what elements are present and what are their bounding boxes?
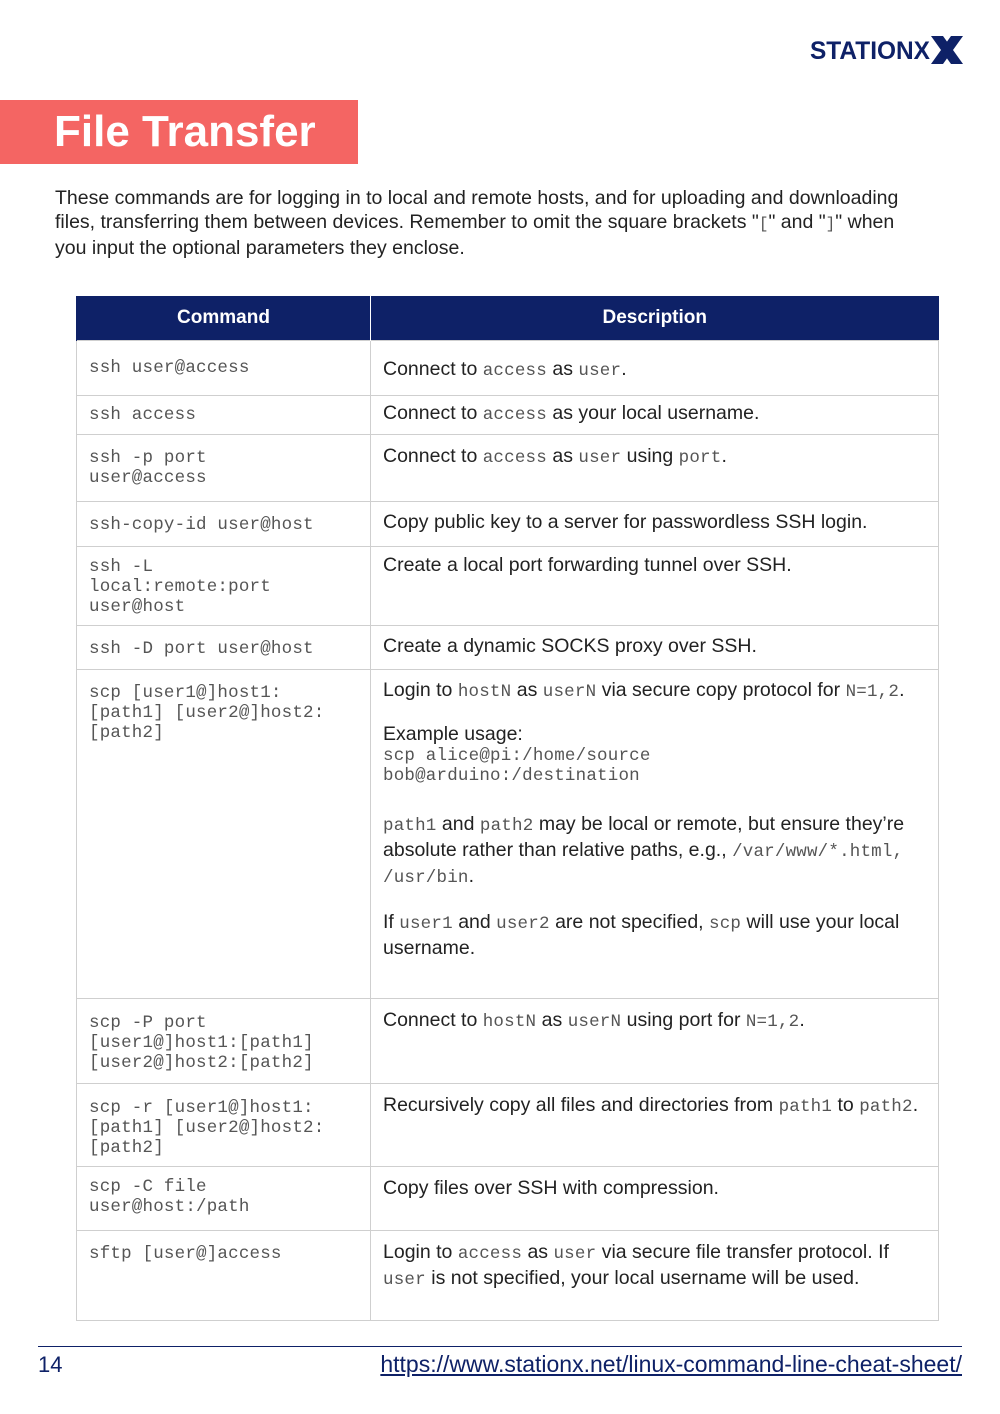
description-text: via secure copy protocol for <box>596 679 846 701</box>
description-cell <box>371 670 939 999</box>
description-text: as <box>546 445 579 467</box>
description-text: Recursively copy all files and directories from <box>383 1094 779 1116</box>
description-cell <box>371 435 939 502</box>
description-text: via secure file transfer protocol. If <box>596 1241 889 1263</box>
inline-code: userN <box>542 682 597 702</box>
command-cell: scp [user1@]host1: [path1] [user2@]host2: [path2] <box>77 670 371 999</box>
description-text: is not specified, your local username will be used. <box>425 1267 860 1289</box>
intro-code: ] <box>825 215 836 233</box>
svg-text:STATIONX: STATIONX <box>810 37 931 65</box>
description-paragraph <box>383 910 928 960</box>
table-row <box>77 547 939 626</box>
table-row <box>77 1084 939 1167</box>
inline-code: N=1,2 <box>845 682 900 702</box>
description-text: If <box>383 911 400 933</box>
inline-code: path1 <box>778 1097 833 1117</box>
inline-code: N=1,2 <box>745 1012 800 1032</box>
description-cell <box>371 1167 939 1231</box>
table-row <box>77 435 939 502</box>
description-text: may be local or remote, but ensure they’re absolute rather than relative paths, e.g., <box>383 813 905 861</box>
stationx-logo <box>810 34 964 66</box>
column-header-description: Description <box>371 296 939 341</box>
description-text: Connect to <box>383 402 483 424</box>
intro-text: " and " <box>768 211 826 233</box>
description-text: as <box>511 679 543 701</box>
description-text: as your local username. <box>546 402 760 424</box>
description-text: Copy files over SSH with compression. <box>383 1177 719 1199</box>
description-text: Login to <box>383 679 458 701</box>
command-cell: ssh -L local:remote:port user@host <box>77 547 371 626</box>
inline-code: port <box>678 448 722 468</box>
intro-paragraph <box>55 186 925 260</box>
page-title: File Transfer <box>54 107 316 156</box>
description-text: . <box>912 1094 919 1116</box>
description-text: are not specified, <box>549 911 710 933</box>
inline-code: path1 <box>383 816 437 836</box>
description-text: using port for <box>621 1009 746 1031</box>
description-paragraph <box>383 812 928 890</box>
description-text: . <box>468 865 475 887</box>
description-text: . <box>899 679 905 701</box>
inline-code: path2 <box>479 816 534 836</box>
inline-code: hostN <box>457 682 512 702</box>
description-text: Create a local port forwarding tunnel over SSH. <box>383 554 792 576</box>
description-cell <box>371 1084 939 1167</box>
inline-code: access <box>482 361 547 381</box>
command-cell: ssh user@access <box>77 341 371 396</box>
intro-text: These commands are for logging in to local and remote hosts, and for uploading and downloading files, transferring them between devices. Remember to omit the square brackets " <box>55 187 899 233</box>
inline-code: user <box>578 361 622 381</box>
inline-code: access <box>457 1244 523 1264</box>
description-text: Copy public key to a server for passwordless SSH login. <box>383 511 868 533</box>
description-cell <box>371 1231 939 1321</box>
column-header-command: Command <box>77 296 371 341</box>
description-text: Create a dynamic SOCKS proxy over SSH. <box>383 635 757 657</box>
description-text: to <box>832 1094 860 1116</box>
command-cell: ssh-copy-id user@host <box>77 502 371 547</box>
inline-code: user2 <box>496 914 550 934</box>
description-text: Connect to <box>383 358 483 380</box>
footer-url-link[interactable]: https://www.stationx.net/linux-command-line-cheat-sheet/ <box>380 1351 962 1377</box>
inline-code: userN <box>567 1012 622 1032</box>
table-row <box>77 341 939 396</box>
table-row <box>77 502 939 547</box>
description-text: . <box>621 358 627 380</box>
table-row <box>77 396 939 435</box>
inline-code: /var/www/*.html, /usr/bin <box>383 842 904 888</box>
description-text: . <box>721 445 727 467</box>
inline-code: access <box>482 448 547 468</box>
inline-code: access <box>482 405 547 425</box>
description-cell <box>371 341 939 396</box>
description-text: will use your local username. <box>383 911 900 959</box>
command-cell: sftp [user@]access <box>77 1231 371 1321</box>
intro-text: " when you input the optional parameters they enclose. <box>55 211 895 259</box>
table-row <box>77 999 939 1084</box>
command-cell: scp -C file user@host:/path <box>77 1167 371 1231</box>
example-usage-label: Example usage: <box>383 723 523 745</box>
description-cell <box>371 999 939 1084</box>
description-text: as <box>546 358 579 380</box>
description-paragraph <box>383 678 928 704</box>
description-cell <box>371 547 939 626</box>
description-text: and <box>436 813 480 835</box>
command-cell: scp -r [user1@]host1: [path1] [user2@]host2: [path2] <box>77 1084 371 1167</box>
description-text: as <box>522 1241 554 1263</box>
footer-divider <box>38 1346 962 1347</box>
description-text: Connect to <box>383 1009 483 1031</box>
table-row <box>77 670 939 999</box>
inline-code: hostN <box>482 1012 537 1032</box>
description-text: using <box>621 445 679 467</box>
description-cell <box>371 396 939 435</box>
table-header-row <box>77 296 939 341</box>
description-text: . <box>799 1009 805 1031</box>
command-cell: ssh -D port user@host <box>77 626 371 670</box>
description-cell <box>371 502 939 547</box>
table-row <box>77 1167 939 1231</box>
example-usage-code: scp alice@pi:/home/source bob@arduino:/destination <box>383 746 651 786</box>
command-cell: scp -P port [user1@]host1:[path1] [user2@]host2:[path2] <box>77 999 371 1084</box>
table-row <box>77 1231 939 1321</box>
description-text: as <box>536 1009 568 1031</box>
command-cell: ssh access <box>77 396 371 435</box>
description-text: Connect to <box>383 445 483 467</box>
page-number: 14 <box>38 1352 63 1377</box>
command-cell: ssh -p port user@access <box>77 435 371 502</box>
table-row <box>77 626 939 670</box>
inline-code: scp <box>709 914 742 934</box>
inline-code: user <box>553 1244 597 1264</box>
title-band <box>0 100 358 164</box>
intro-code: [ <box>758 215 769 233</box>
inline-code: user <box>383 1270 426 1290</box>
description-text: and <box>452 911 497 933</box>
command-table <box>76 296 939 1321</box>
inline-code: user1 <box>399 914 453 934</box>
inline-code: path2 <box>859 1097 913 1117</box>
inline-code: user <box>578 448 622 468</box>
description-cell <box>371 626 939 670</box>
description-text: Login to <box>383 1241 458 1263</box>
